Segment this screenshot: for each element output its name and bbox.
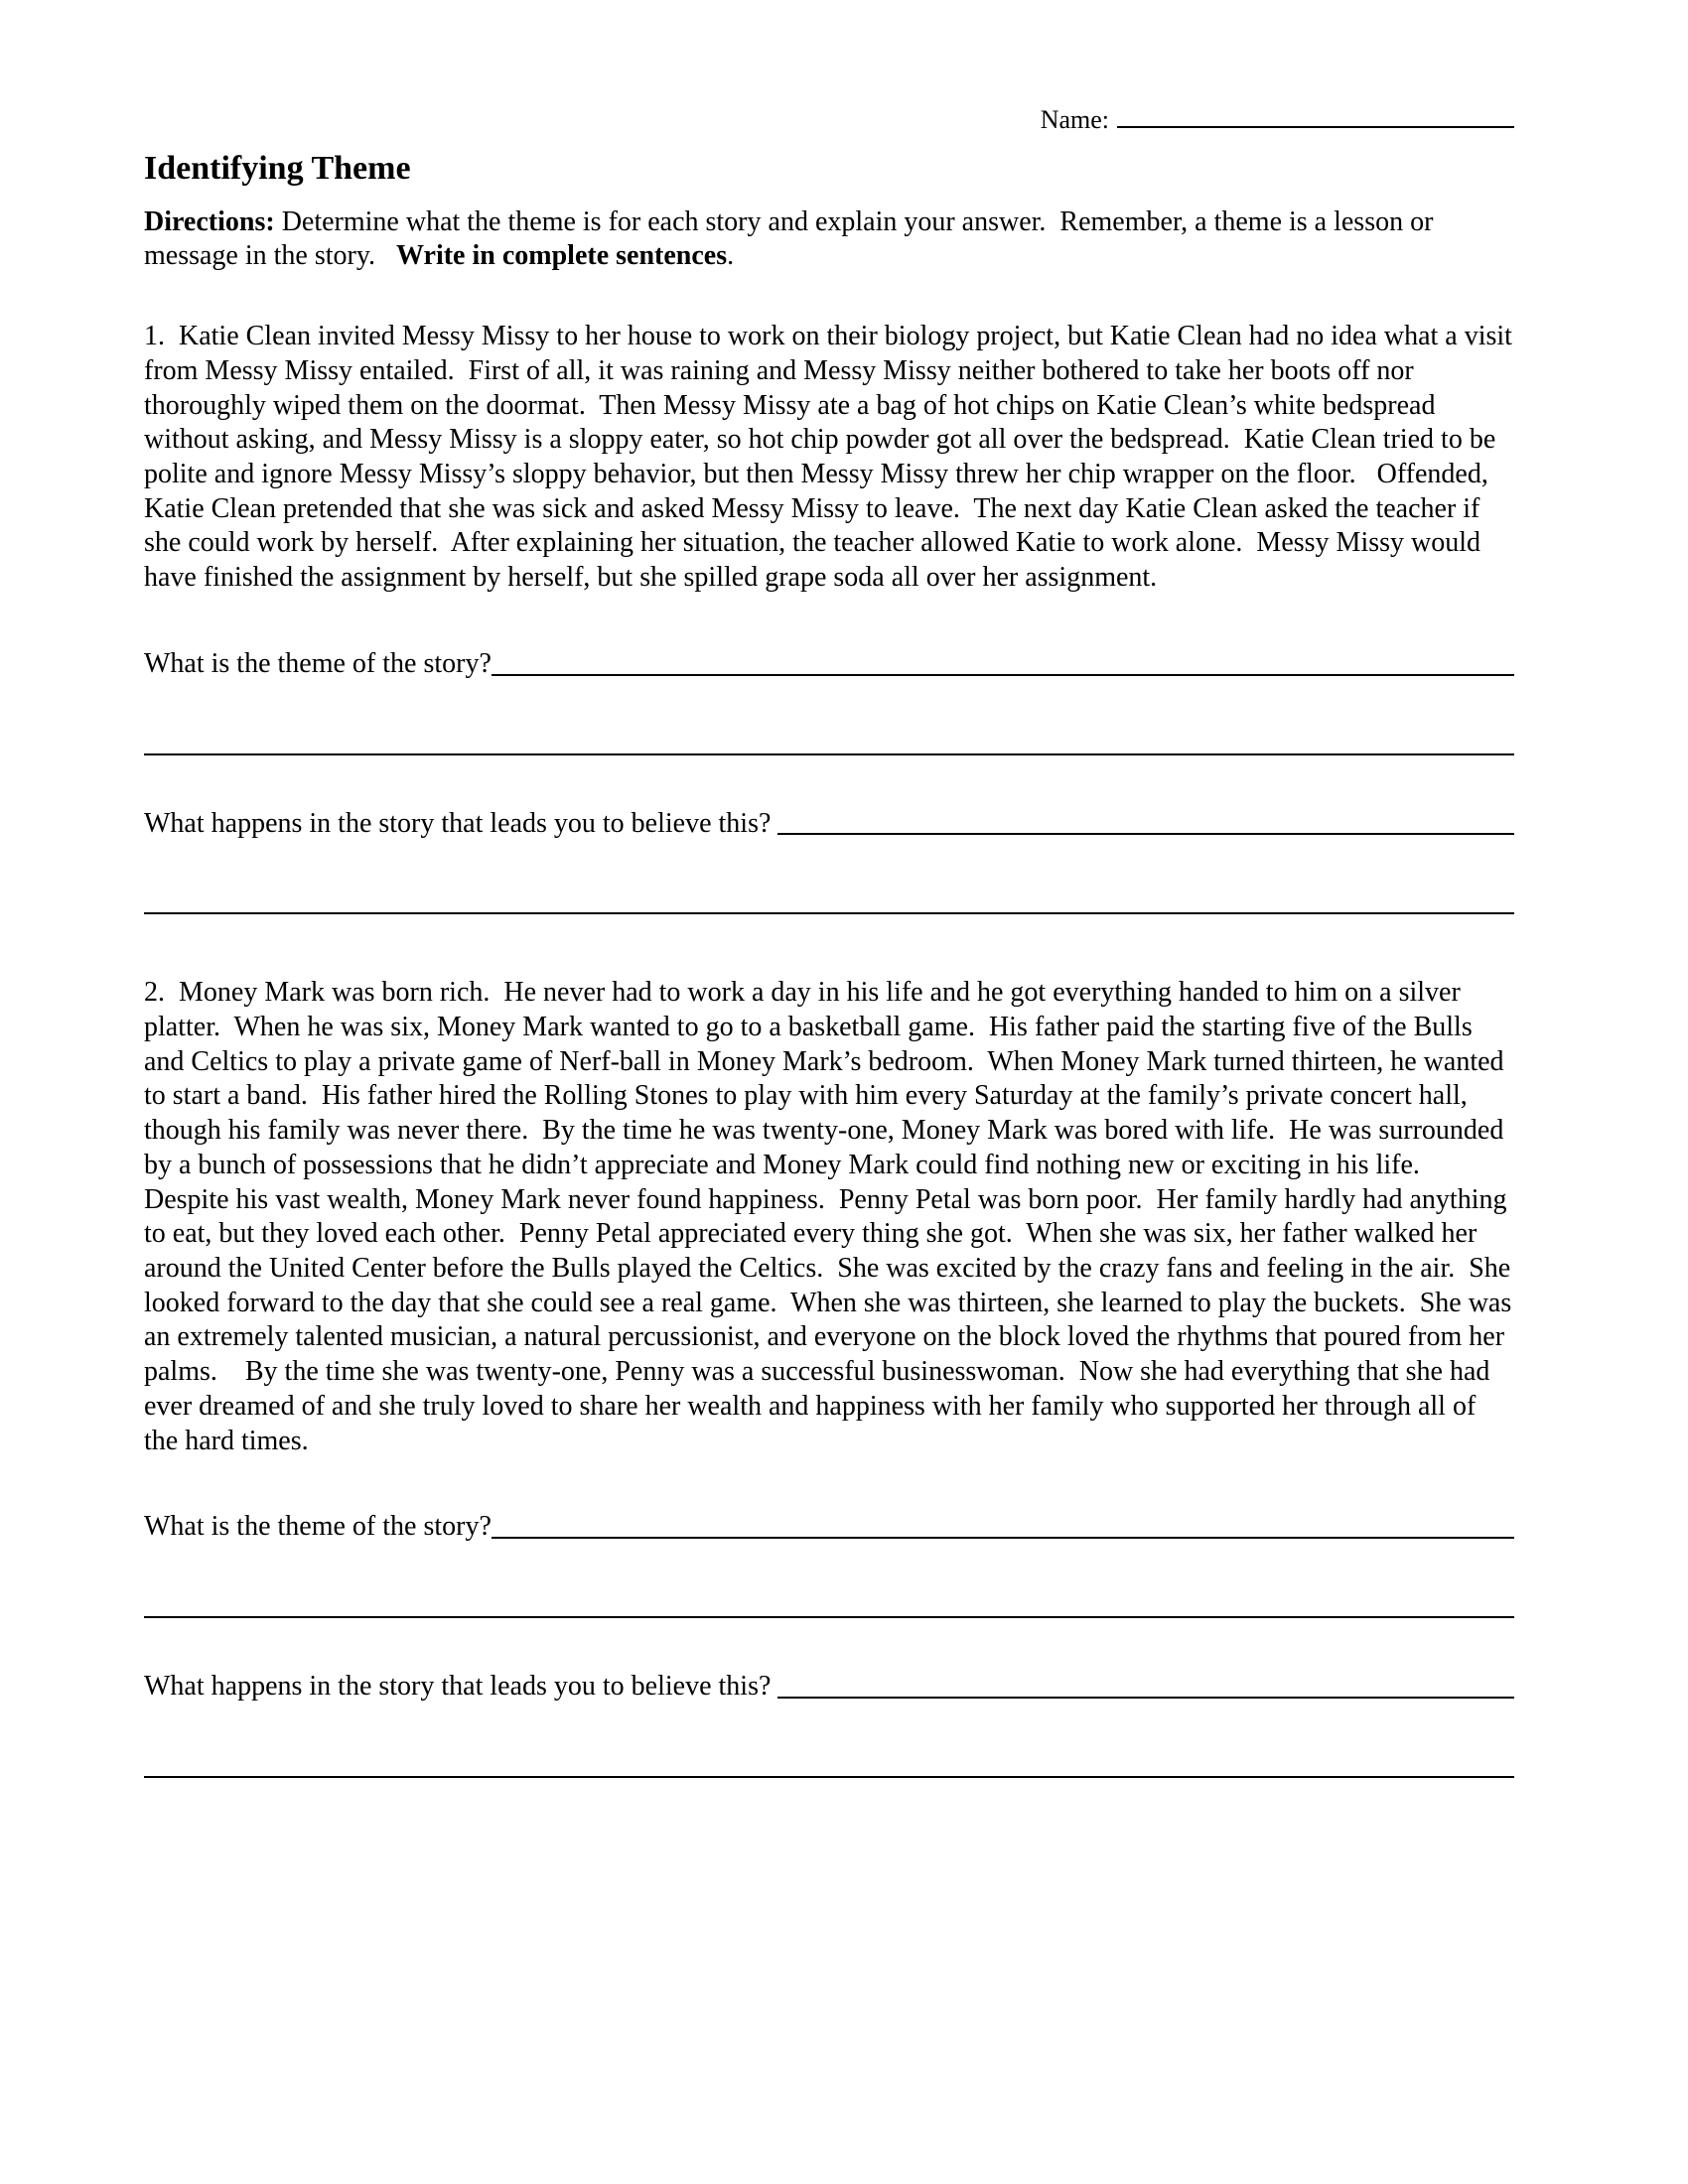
answer-line-full: [144, 1616, 1514, 1618]
story-2-text: 2. Money Mark was born rich. He never had to work a day in his life and he got everything handed to him on a silver platter. When he was six, Money Mark wanted to go to a basketball game. His father paid the starting five of the Bulls and Celtics to play a private game of Nerf-ball in Money Mark’s bedroom. When Money Mark turned thirteen, he wanted to start a band. His father hired the Rolling Stones to play with him every Saturday at the family’s private concert hall, though his family was never there. By the time he was twenty-one, Money Mark was bored with life. He was surrounded by a bunch of possessions that he didn’t appreciate and Money Mark could find nothing new or exciting in his life. Despite his vast wealth, Money Mark never found happiness. Penny Petal was born poor. Her family hardly had anything to eat, but they loved each other. Penny Petal appreciated every thing she got. When she was six, her father walked her around the United Center before the Bulls played the Celtics. She was excited by the crazy fans and feeling in the air. She looked forward to the day that she could see a real game. When she was thirteen, she learned to play the buckets. She was an extremely talented musician, a natural percussionist, and everyone on the block loved the rhythms that poured from her palms. By the time she was twenty-one, Penny was a successful businesswoman. Now she had everything that she had ever dreamed of and she truly loved to share her wealth and happiness with her family who supported her through all of the hard times.: [144, 977, 1519, 1456]
answer-line: [492, 1510, 1514, 1539]
directions-label: Directions:: [144, 205, 275, 237]
directions-period: .: [727, 240, 735, 272]
story-2-question-why-row: [144, 1670, 1514, 1705]
answer-line: [777, 807, 1514, 836]
story-2-question-theme-row: [144, 1510, 1514, 1545]
answer-line-full: [144, 1776, 1514, 1778]
name-label: Name:: [1040, 105, 1109, 134]
story-1-question-why-row: [144, 807, 1514, 842]
story-1-question-theme-row: [144, 647, 1514, 682]
directions-bold-text: Write in complete sentences: [396, 240, 728, 272]
name-row: [144, 104, 1514, 136]
answer-line: [492, 647, 1514, 676]
question-why-label: What happens in the story that leads you to believe this?: [144, 807, 778, 839]
story-1-section: [144, 320, 1519, 914]
directions: [144, 205, 1514, 274]
answer-line: [777, 1670, 1514, 1699]
answer-line-full: [144, 753, 1514, 755]
question-why-label: What happens in the story that leads you to believe this?: [144, 1671, 778, 1703]
directions-text: Determine what the theme is for each story and explain your answer. Remember, a theme is a lesson or message in the story.: [144, 205, 1441, 272]
page-title: Identifying Theme: [144, 150, 411, 188]
story-2-section: [144, 976, 1519, 1778]
question-theme-label: What is the theme of the story?: [144, 647, 492, 679]
name-blank-line: [1117, 104, 1514, 128]
story-1-text: 1. Katie Clean invited Messy Missy to her house to work on their biology project, but Katie Clean had no idea what a visit from Messy Missy entailed. First of all, it was raining and Messy Missy neither bothered to take her boots off nor thoroughly wiped them on the doormat. Then Messy Missy ate a bag of hot chips on Katie Clean’s white bedspread without asking, and Messy Missy is a sloppy eater, so hot chip powder got all over the bedspread. Katie Clean tried to be polite and ignore Messy Missy’s sloppy behavior, but then Messy Missy threw her chip wrapper on the floor. Offended, Katie Clean pretended that she was sick and asked Messy Missy to leave. The next day Katie Clean asked the teacher if she could work by herself. After explaining her situation, the teacher allowed Katie to work alone. Messy Missy would have finished the assignment by herself, but she spilled grape soda all over her assignment.: [144, 321, 1519, 594]
question-theme-label: What is the theme of the story?: [144, 1511, 492, 1543]
answer-line-full: [144, 912, 1514, 914]
